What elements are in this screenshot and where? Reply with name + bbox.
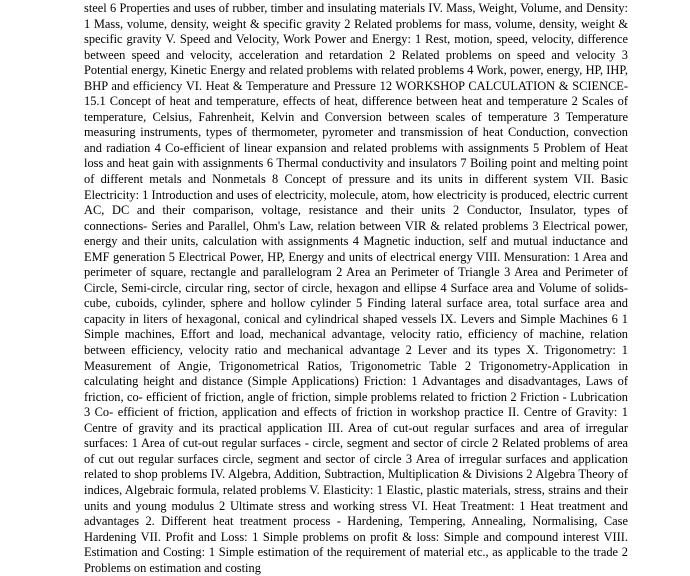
syllabus-text: steel 6 Properties and uses of rubber, timber and insulating materials IV. Mass, Weight, Volume, and Density: 1 Mass, volume, density, weight & specific gravity 2 Related problems for mass, volume, density, weight & specific gravity V. Speed and Velocity, Work Power and Energy: 1 Rest, motion, speed, velocity, difference between speed and velocity, acceleration and retardation 2 Related problems on speed and velocity 3 Potential energy, Kinetic Energy and related problems with related problems 4 Work, power, energy, HP, IHP, BHP and efficiency VI. Heat & Temperature and Pressure 12 WORKSHOP CALCULATION & SCIENCE-15.1 Concept of heat and temperature, effects of heat, difference between heat and temperature 2 Scales of temperature, Celsius, Fahrenheit, Kelvin and Conversion between scales of temperature 3 Temperature measuring instruments, types of thermometer, pyrometer and transmission of heat Conduction, convection and radiation 4 Co-efficient of linear expansion and related problems with assignments 5 Problem of Heat loss and heat gain with assignments 6 Thermal conductivity and insulators 7 Boiling point and melting point of different metals and Nonmetals 8 Concept of pressure and its units in different system VII. Basic Electricity: 1 Introduction and uses of electricity, molecule, atom, how electricity is produced, electric current AC, DC and their comparison, voltage, resistance and their units 2 Conductor, Insulator, types of connections- Series and Parallel, Ohm's Law, relation between VIR & related problems 3 Electrical power, energy and their units, calculation with assignments 4 Magnetic induction, self and mutual inductance and EMF generation 5 Electrical Power, HP, Energy and units of electrical energy VIII. Mensuration: 1 Area and perimeter of square, rectangle and parallelogram 2 Area an Perimeter of Triangle 3 Area and Perimeter of Circle, Semi-circle, circular ring, sector of circle, hexagon and ellipse 4 Surface area and Volume of solids- cube, cuboids, cylinder, sphere and hollow cylinder 5 Finding lateral surface area, total surface area and capacity in liters of hexagonal, conical and cylindrical shaped vessels IX. Levers and Simple Machines 6 1 Simple machines, Effort and load, mechanical advantage, velocity ratio, efficiency of machine, relation between efficiency, velocity ratio and mechanical advantage 2 Lever and its types X. Trigonometry: 1 Measurement of Angie, Trigonometrical Ratios, Trigonometric Table 2 Trigonometry-Application in calculating height and distance (Simple Applications) Friction: 1 Advantages and disadvantages, Laws of friction, co- efficient of friction, angle of friction, simple problems related to friction 2 Friction - Lubrication 3 Co- efficient of friction, application and effects of friction in workshop practice II. Centre of Gravity: 1 Centre of gravity and its practical application III. Area of cut-out regular surfaces and area of irregular surfaces: 1 Area of cut-out regular surfaces - circle, segment and sector of circle 2 Related problems of area of cut out regular surfaces circle, segment and sector of circle 3 Area of irregular surfaces and application related to shop problems IV. Algebra, Addition, Subtraction, Multiplication & Divisions 2 Algebra Theory of indices, Algebraic formula, related problems V. Elasticity: 1 Elastic, plastic materials, stress, strains and their units and young modulus 2 Ultimate stress and working stress VI. Heat Treatment: 1 Heat treatment and advantages 2. Different heat treatment process - Hardening, Tempering, Annealing, Normalising, Case Hardening VII. Profit and Loss: 1 Simple problems on profit & loss: Simple and compound interest VIII. Estimation and Costing: 1 Simple estimation of the requirement of material etc., as applicable to the trade 2 Problems on estimation and costing [84,1,628,575]
